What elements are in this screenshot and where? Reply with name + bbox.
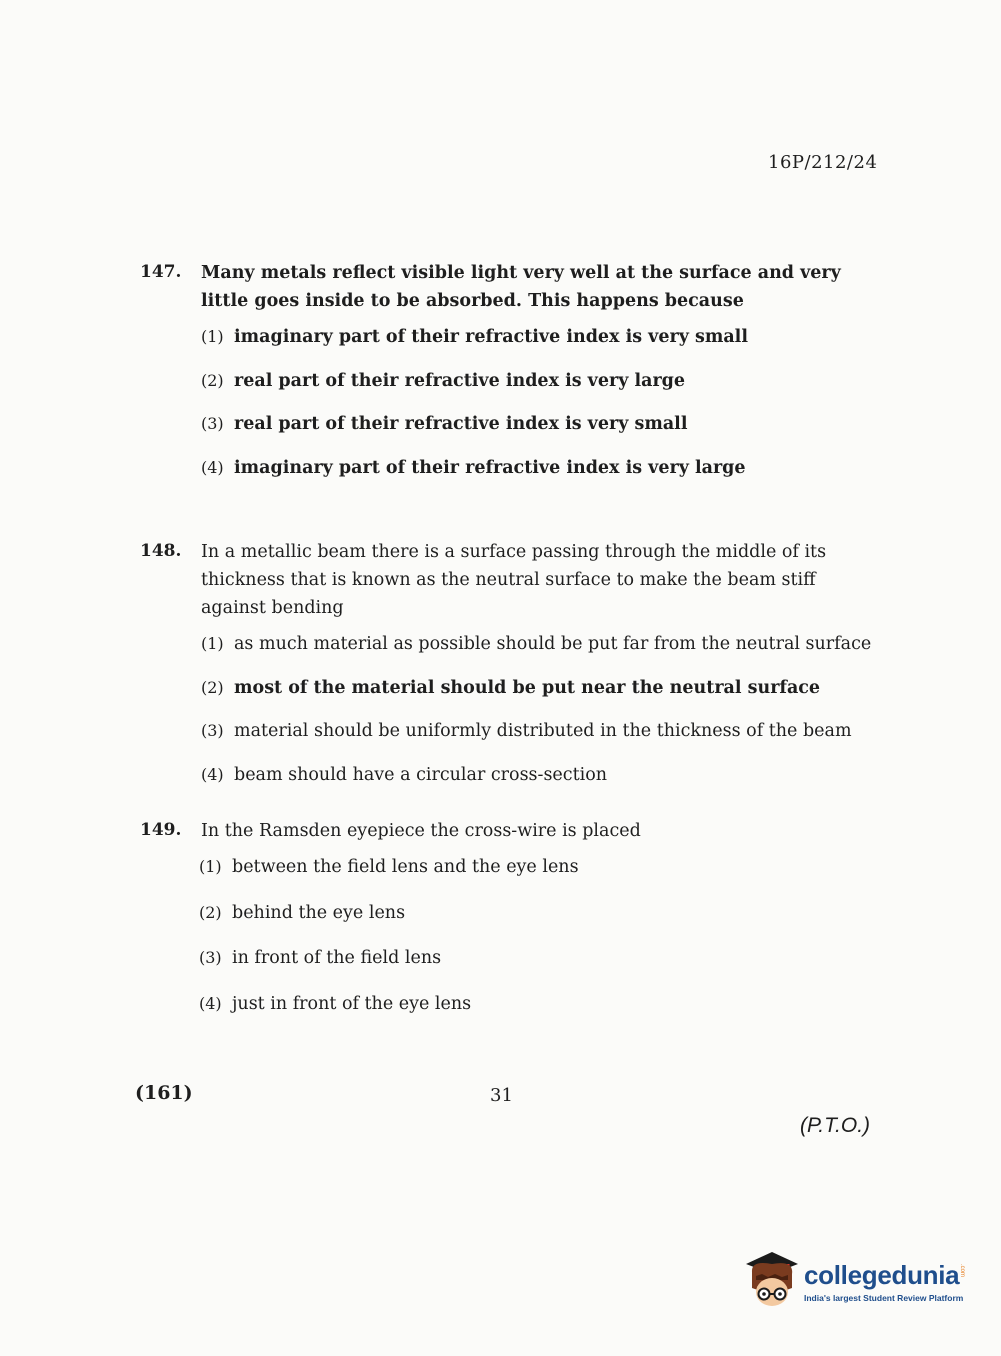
option-1 <box>201 634 880 678</box>
option-text: real part of their refractive index is very large <box>234 370 686 391</box>
option-4 <box>201 458 880 502</box>
option-text: between the field lens and the eye lens <box>232 857 579 877</box>
option-number: (4) <box>201 457 224 477</box>
option-4 <box>201 765 880 809</box>
options-list <box>199 857 880 1039</box>
option-number: (2) <box>201 370 224 390</box>
option-number: (1) <box>199 857 222 876</box>
option-number: (1) <box>201 327 224 346</box>
option-text: most of the material should be put near the neutral surface <box>234 677 821 698</box>
option-text: real part of their refractive index is very small <box>234 414 688 434</box>
option-4 <box>199 994 880 1040</box>
option-1 <box>199 857 880 903</box>
page-code: 16P/212/24 <box>768 152 878 173</box>
page-number: 31 <box>490 1085 513 1106</box>
option-text: in front of the field lens <box>232 948 442 968</box>
option-number: (2) <box>199 902 222 922</box>
question-text: Many metals reflect visible light very well at the surface and very little goes inside to be absorbed. This happens because <box>201 263 841 311</box>
option-1 <box>201 327 880 371</box>
question-number: 148. <box>140 541 182 561</box>
option-number: (3) <box>201 721 224 740</box>
question-text: In a metallic beam there is a surface passing through the middle of its thickness that is known as the neutral surface to make the beam stiff against bending <box>201 542 827 618</box>
option-text: just in front of the eye lens <box>232 993 472 1014</box>
question-number: 147. <box>140 262 182 282</box>
question-147 <box>140 259 880 501</box>
option-number: (2) <box>201 677 224 697</box>
collegedunia-logo-icon <box>742 1250 802 1310</box>
option-2 <box>201 678 880 722</box>
option-text: as much material as possible should be put far from the neutral surface <box>234 634 872 654</box>
footer-code: (161) <box>135 1082 193 1104</box>
brand-tagline: India's largest Student Review Platform <box>804 1293 964 1303</box>
option-3 <box>201 721 880 765</box>
option-3 <box>201 414 880 458</box>
collegedunia-brand <box>742 1250 972 1310</box>
question-149 <box>140 817 880 1039</box>
option-text: imaginary part of their refractive index is very small <box>234 327 748 347</box>
option-text: material should be uniformly distributed in the thickness of the beam <box>234 721 852 741</box>
question-text: In the Ramsden eyepiece the cross-wire is placed <box>201 821 641 841</box>
question-148 <box>140 538 880 808</box>
options-list <box>201 634 880 808</box>
option-number: (4) <box>199 993 222 1013</box>
option-3 <box>199 948 880 994</box>
option-number: (1) <box>201 634 224 653</box>
option-text: beam should have a circular cross-section <box>234 764 608 785</box>
option-text: behind the eye lens <box>232 902 406 923</box>
brand-com: .com <box>959 1264 965 1278</box>
option-2 <box>199 903 880 949</box>
pto-label: (P.T.O.) <box>800 1114 871 1137</box>
option-2 <box>201 371 880 415</box>
option-text: imaginary part of their refractive index is very large <box>234 457 746 478</box>
question-number: 149. <box>140 820 182 840</box>
option-number: (3) <box>201 414 224 433</box>
options-list <box>201 327 880 501</box>
option-number: (4) <box>201 764 224 784</box>
option-number: (3) <box>199 948 222 967</box>
brand-name: collegedunia <box>804 1260 960 1290</box>
